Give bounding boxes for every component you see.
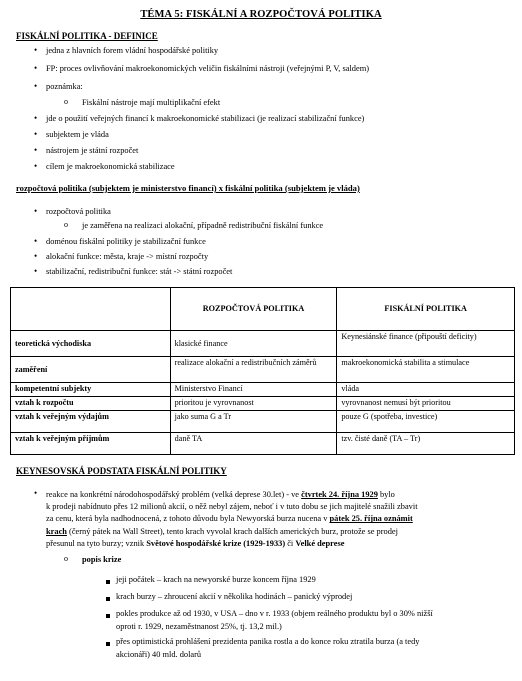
cell-fiscal: vyrovnanost nemusí být prioritou [337,397,515,411]
section-heading-keynes: KEYNESOVSKÁ PODSTATA FISKÁLNÍ POLITIKY [16,466,227,476]
bullet-icon: • [34,251,38,261]
text-run: přesunul na tyto burzy; vznik [46,538,147,548]
section-heading-comparison: rozpočtová politika (subjektem je ministerstvo financí) x fiskální politika (subjektem je vláda) [16,183,360,193]
list-item: krach burzy – zhroucení akcií v několika hodinách – panický výprodej [116,592,353,601]
list-item: je zaměřena na realizaci alokační, případně redistribuční fiskální funkce [82,221,324,230]
comparison-table [10,287,515,455]
cell-fiscal: pouze G (spotřeba, investice) [337,411,515,433]
row-label: kompetentní subjekty [11,383,171,397]
list-item-continuation: oproti r. 1929, nezaměstnanost 25%, tj. 13,2 mil.) [116,622,282,631]
list-item: jedna z hlavních forem vládní hospodářské politiky [46,46,219,55]
text-run-bold: Světové hospodářské krize (1929-1933) [146,538,286,548]
cell-budget: prioritou je vyrovnanost [170,397,337,411]
list-item: přes optimistická prohlášení prezidenta panika rostla a do konce roku ztratila burza (a tedy [116,637,420,646]
table-header-empty [11,288,171,331]
list-item: rozpočtová politika [46,207,111,216]
bullet-icon: • [34,161,38,171]
table-row [11,397,515,411]
list-item: nástrojem je státní rozpočet [46,146,139,155]
list-item: poznámka: [46,82,83,91]
text-run-crash: krach [46,526,67,536]
list-item: jde o použití veřejných financí k makroekonomické stabilizaci (je realizací stabilizační funkce) [46,114,365,123]
bullet-icon: • [34,113,38,123]
list-item: stabilizační, redistribuční funkce: stát -> státní rozpočet [46,267,233,276]
square-bullet-icon [106,580,110,584]
cell-budget: realizace alokační a redistribučních záměrů [170,357,337,383]
bullet-icon: • [34,129,38,139]
square-bullet-icon [106,642,110,646]
square-bullet-icon [106,614,110,618]
table-header-row [11,288,515,331]
bullet-icon: • [34,63,38,73]
list-item-continuation: akcionáři) 40 mld. dolarů [116,650,202,659]
text-run-date: pátek 25. října oznámit [329,514,413,524]
keynes-paragraph [46,489,508,550]
text-run: (černý pátek na Wall Street), tento krach vyvolal krach dalších amerických burz, protože se prodej [66,526,398,536]
table-row [11,331,515,357]
bullet-icon: • [34,206,38,216]
list-item: subjektem je vláda [46,130,109,139]
page-title: TÉMA 5: FISKÁLNÍ A ROZPOČTOVÁ POLITIKA [140,9,382,20]
text-line: k prodeji nabídnuto přes 12 milionů akcií, o něž nebyl zájem, neboť i v tuto dobu se jich majitelé snažili zbavit [46,502,418,512]
text-run-bold: Velké deprese [295,538,345,548]
table-row [11,383,515,397]
table-row [11,357,515,383]
cell-fiscal: makroekonomická stabilita a stimulace [337,357,515,383]
cell-fiscal: tzv. čisté daně (TA – Tr) [337,433,515,455]
table-header-fiscal-policy: FISKÁLNÍ POLITIKA [337,288,515,331]
circle-bullet-icon: o [64,97,68,106]
row-label: teoretická východiska [11,331,171,357]
row-label: vztah k veřejným příjmům [11,433,171,455]
row-label: vztah k rozpočtu [11,397,171,411]
text-run-date: čtvrtek 24. října 1929 [301,490,378,499]
cell-budget: jako suma G a Tr [170,411,337,433]
row-label: vztah k veřejným výdajům [11,411,171,433]
table-header-budget-policy: ROZPOČTOVÁ POLITIKA [170,288,337,331]
list-item: jeji počátek – krach na newyorské burze koncem října 1929 [116,575,316,584]
bullet-icon: • [34,145,38,155]
cell-budget: klasické finance [170,331,337,357]
bullet-icon: • [34,236,38,246]
bullet-icon: • [34,266,38,276]
subheading-crisis: popis krize [82,555,122,564]
cell-budget: Ministerstvo Financí [170,383,337,397]
cell-fiscal: vláda [337,383,515,397]
list-item: FP: proces ovlivňování makroekonomických veličin fiskálními nástroji (veřejnými P, V, saldem) [46,64,370,73]
bullet-icon: • [34,488,38,498]
text-run: reakce na konkrétní národohospodářský problém (velká deprese 30.let) - ve [46,490,302,499]
list-item: alokační funkce: města, kraje -> místní rozpočty [46,252,209,261]
list-item: cílem je makroekonomická stabilizace [46,162,175,171]
row-label: zaměření [11,357,171,383]
text-run: bylo [377,490,395,499]
table-row [11,433,515,455]
bullet-icon: • [34,81,38,91]
text-run: za cenu, která byla nadhodnocená, z tohoto důvodu byla Newyorská burza nucena v [46,514,330,524]
list-item: Fiskální nástroje mají multiplikační efekt [82,98,221,107]
circle-bullet-icon: o [64,220,68,229]
list-item: doménou fiskální politiky je stabilizační funkce [46,237,206,246]
bullet-icon: • [34,45,38,55]
square-bullet-icon [106,597,110,601]
list-item: pokles produkce až od 1930, v USA – dno v r. 1933 (objem reálného produktu byl o 30% nižší [116,609,433,618]
table-row [11,411,515,433]
text-run: či [285,538,296,548]
cell-fiscal: Keynesiánské finance (připouští deficity) [337,331,515,357]
section-heading-definition: FISKÁLNÍ POLITIKA - DEFINICE [16,31,158,41]
circle-bullet-icon: o [64,554,68,563]
cell-budget: daně TA [170,433,337,455]
